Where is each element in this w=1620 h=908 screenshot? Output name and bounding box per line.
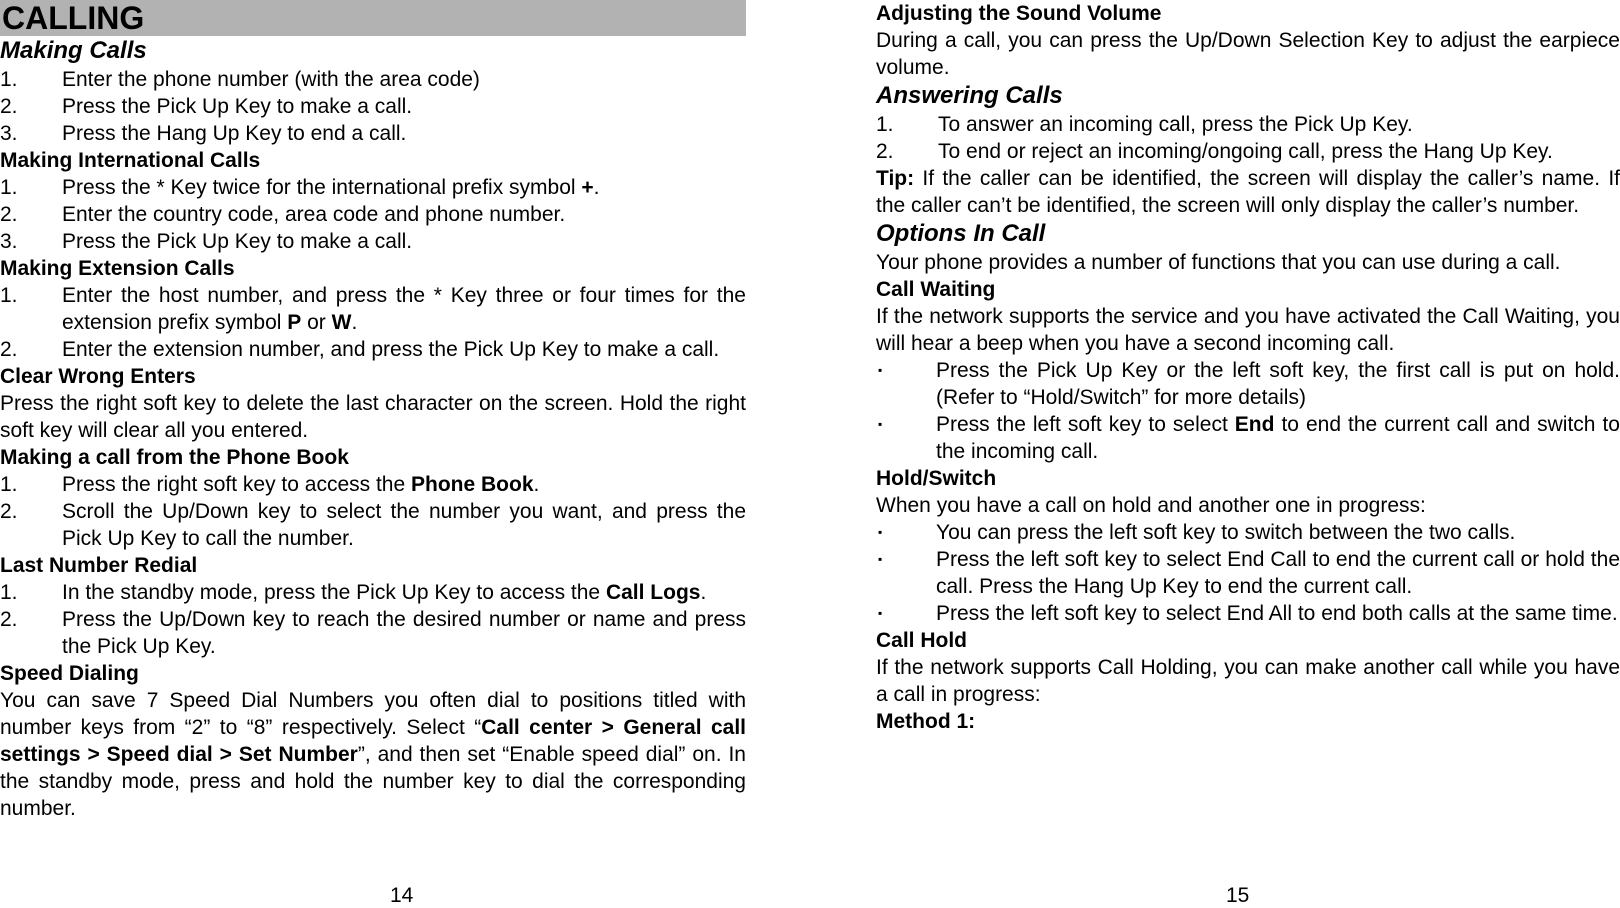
heading-method-1: Method 1: bbox=[876, 710, 976, 733]
paragraph-speed-dialing: You can save 7 Speed Dial Numbers you often dial to positions titled with number keys from “2” to “8” respectively. Select “Call center > General call settings > Speed dial > Set Number”, and then set “Enable speed dial” on. In the standby mode, press and hold the number key to dial the corresponding number. bbox=[0, 689, 746, 820]
heading-hold-switch: Hold/Switch bbox=[876, 467, 997, 490]
list-item: 1. Press the * Key twice for the international prefix symbol +. bbox=[0, 176, 600, 199]
list-item: ▪ You can press the left soft key to switch between the two calls. bbox=[878, 521, 1516, 544]
list-item: 3. Press the Hang Up Key to end a call. bbox=[0, 122, 407, 145]
list-item: 1. Press the right soft key to access the Phone Book. bbox=[0, 473, 540, 496]
paragraph-clear: Press the right soft key to delete the last character on the screen. Hold the right soft key will clear all you entered. bbox=[0, 392, 746, 442]
paragraph-call-hold: If the network supports Call Holding, you can make another call while you have a call in progress: bbox=[876, 656, 1620, 706]
list-item: 1. In the standby mode, press the Pick Up Key to access the Call Logs. bbox=[0, 581, 707, 604]
list-item: ▪ Press the Pick Up Key or the left soft key, the first call is put on hold. (Refer to “Hold/Switch” for more details) bbox=[878, 359, 1620, 409]
section-banner: CALLING bbox=[0, 0, 746, 36]
bullet-icon: ▪ bbox=[878, 552, 883, 566]
list-item: ▪ Press the left soft key to select End to end the current call and switch to the incoming call. bbox=[878, 413, 1620, 463]
list-item: 2. Enter the extension number, and press the Pick Up Key to make a call. bbox=[0, 338, 720, 361]
bullet-icon: ▪ bbox=[878, 417, 883, 431]
paragraph-hold-switch: When you have a call on hold and another one in progress: bbox=[876, 494, 1426, 517]
heading-answering-calls: Answering Calls bbox=[876, 82, 1063, 109]
heading-call-hold: Call Hold bbox=[876, 629, 968, 652]
right-page bbox=[876, 0, 1620, 735]
list-item: 2. Scroll the Up/Down key to select the number you want, and press the Pick Up Key to call the number. bbox=[0, 500, 746, 550]
bullet-icon: ▪ bbox=[878, 363, 883, 377]
heading-clear-wrong-enters: Clear Wrong Enters bbox=[0, 365, 196, 388]
bullet-icon: ▪ bbox=[878, 525, 883, 539]
list-item: 2. Enter the country code, area code and phone number. bbox=[0, 203, 566, 226]
heading-international-calls: Making International Calls bbox=[0, 149, 261, 172]
list-item: 1. Enter the host number, and press the * Key three or four times for the extension prefix symbol P or W. bbox=[0, 284, 746, 334]
page-number-left: 14 bbox=[390, 884, 414, 907]
heading-sound-volume: Adjusting the Sound Volume bbox=[876, 2, 1162, 25]
list-item: 3. Press the Pick Up Key to make a call. bbox=[0, 230, 413, 253]
heading-call-waiting: Call Waiting bbox=[876, 278, 996, 301]
list-item: 1. Enter the phone number (with the area code) bbox=[0, 68, 480, 91]
left-page bbox=[0, 0, 746, 822]
list-item: 2. To end or reject an incoming/ongoing call, press the Hang Up Key. bbox=[876, 140, 1553, 163]
heading-speed-dialing: Speed Dialing bbox=[0, 662, 139, 685]
paragraph-call-waiting: If the network supports the service and you have activated the Call Waiting, you will hear a beep when you have a second incoming call. bbox=[876, 305, 1620, 355]
list-item: ▪ Press the left soft key to select End Call to end the current call or hold the call. Press the Hang Up Key to end the current call. bbox=[878, 548, 1620, 598]
list-item: 2. Press the Up/Down key to reach the desired number or name and press the Pick Up Key. bbox=[0, 608, 746, 658]
paragraph-volume: During a call, you can press the Up/Down Selection Key to adjust the earpiece volume. bbox=[876, 29, 1620, 79]
heading-making-calls: Making Calls bbox=[0, 37, 147, 64]
heading-options-in-call: Options In Call bbox=[876, 220, 1046, 247]
list-item: 2. Press the Pick Up Key to make a call. bbox=[0, 95, 413, 118]
list-item: ▪ Press the left soft key to select End All to end both calls at the same time. bbox=[878, 602, 1618, 625]
paragraph-tip: Tip: If the caller can be identified, the screen will display the caller’s name. If the caller can’t be identified, the screen will only display the caller’s number. bbox=[876, 167, 1620, 217]
bullet-icon: ▪ bbox=[878, 606, 883, 620]
paragraph-options: Your phone provides a number of functions that you can use during a call. bbox=[876, 251, 1561, 274]
list-item: 1. To answer an incoming call, press the Pick Up Key. bbox=[876, 113, 1413, 136]
heading-last-number-redial: Last Number Redial bbox=[0, 554, 198, 577]
page-number-right: 15 bbox=[1226, 884, 1250, 907]
heading-phone-book-call: Making a call from the Phone Book bbox=[0, 446, 349, 469]
heading-extension-calls: Making Extension Calls bbox=[0, 257, 235, 280]
